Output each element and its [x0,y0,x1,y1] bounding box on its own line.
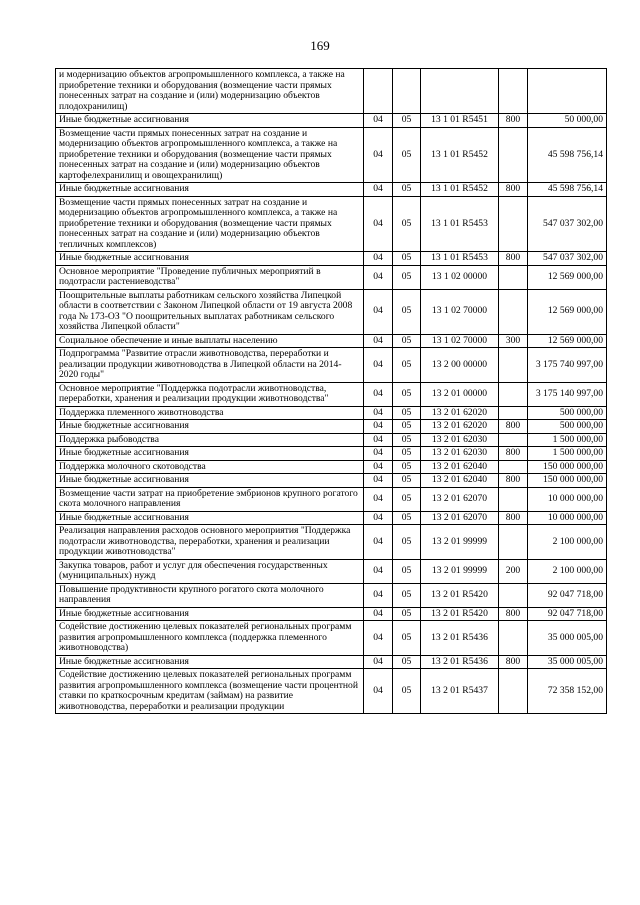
row-target-code: 13 2 01 99999 [421,559,499,583]
row-subsection: 05 [393,487,421,511]
row-target-code: 13 2 01 00000 [421,382,499,406]
row-section: 04 [364,196,393,252]
row-name: Иные бюджетные ассигнования [56,607,364,621]
table-row [56,621,607,656]
row-section: 04 [364,487,393,511]
table-row [56,669,607,714]
row-name: Основное мероприятие "Поддержка подотрасли животноводства, переработки, хранения и реализации продукции животноводства" [56,382,364,406]
page-number: 169 [310,38,330,53]
row-target-code: 13 2 01 62070 [421,487,499,511]
row-expense-type [499,265,528,289]
row-target-code: 13 1 01 R5451 [421,114,499,128]
row-amount: 12 569 000,00 [528,265,607,289]
row-expense-type: 800 [499,655,528,669]
row-amount: 150 000 000,00 [528,474,607,488]
table-row [56,252,607,266]
row-amount: 10 000 000,00 [528,511,607,525]
table-row [56,265,607,289]
row-expense-type [499,69,528,114]
row-expense-type: 800 [499,114,528,128]
row-section: 04 [364,583,393,607]
row-subsection [393,69,421,114]
row-subsection: 05 [393,525,421,560]
row-subsection: 05 [393,114,421,128]
row-target-code [421,69,499,114]
row-amount: 2 100 000,00 [528,559,607,583]
row-subsection: 05 [393,583,421,607]
row-expense-type: 800 [499,252,528,266]
table-row [56,183,607,197]
table-row [56,525,607,560]
row-subsection: 05 [393,474,421,488]
row-name: Иные бюджетные ассигнования [56,474,364,488]
row-target-code: 13 2 01 62040 [421,474,499,488]
row-name: Поддержка молочного скотоводства [56,460,364,474]
row-amount: 500 000,00 [528,406,607,420]
row-expense-type [499,382,528,406]
row-expense-type [499,669,528,714]
row-target-code: 13 2 01 62030 [421,433,499,447]
row-expense-type: 800 [499,420,528,434]
row-amount: 12 569 000,00 [528,289,607,334]
row-expense-type: 800 [499,474,528,488]
row-name: Иные бюджетные ассигнования [56,655,364,669]
row-expense-type [499,289,528,334]
table-row [56,114,607,128]
row-target-code: 13 1 01 R5452 [421,127,499,183]
row-expense-type: 800 [499,447,528,461]
row-amount: 3 175 740 997,00 [528,348,607,383]
table-row [56,334,607,348]
row-target-code: 13 2 01 62040 [421,460,499,474]
table-row [56,487,607,511]
row-expense-type [499,460,528,474]
row-amount: 12 569 000,00 [528,334,607,348]
row-expense-type [499,433,528,447]
row-subsection: 05 [393,621,421,656]
row-section: 04 [364,669,393,714]
row-name: Иные бюджетные ассигнования [56,420,364,434]
row-section: 04 [364,183,393,197]
row-name: Иные бюджетные ассигнования [56,252,364,266]
table-row [56,511,607,525]
budget-table [55,68,607,714]
row-section: 04 [364,559,393,583]
row-subsection: 05 [393,447,421,461]
row-target-code: 13 2 01 R5420 [421,607,499,621]
row-amount: 92 047 718,00 [528,583,607,607]
row-section: 04 [364,525,393,560]
row-target-code: 13 2 01 R5436 [421,621,499,656]
row-subsection: 05 [393,382,421,406]
row-section: 04 [364,511,393,525]
row-name: Возмещение части прямых понесенных затрат на создание и модернизацию объектов агропромышленного комплекса, а также на приобретение техники и оборудования (возмещение части прямых понесенных затрат на создание и (или) модернизацию объектов картофелехранилищ и овощехранилищ) [56,127,364,183]
row-subsection: 05 [393,420,421,434]
table-row [56,406,607,420]
row-amount: 2 100 000,00 [528,525,607,560]
row-amount [528,69,607,114]
row-name: Содействие достижению целевых показателей региональных программ развития агропромышленного комплекса (поддержка племенного животноводства) [56,621,364,656]
row-name: Подпрограмма "Развитие отрасли животноводства, переработки и реализации продукции животноводства в Липецкой области на 2014-2020 годы" [56,348,364,383]
row-amount: 547 037 302,00 [528,252,607,266]
row-name: Содействие достижению целевых показателей региональных программ развития агропромышленного комплекса (возмещение части процентной ставки по краткосрочным кредитам (займам) на развитие животноводства, переработки и реализации продукции [56,669,364,714]
row-target-code: 13 1 01 R5453 [421,196,499,252]
table-row [56,420,607,434]
row-target-code: 13 1 02 70000 [421,289,499,334]
row-target-code: 13 1 02 70000 [421,334,499,348]
row-amount: 547 037 302,00 [528,196,607,252]
budget-table-body [56,69,607,714]
table-row [56,382,607,406]
row-name: и модернизацию объектов агропромышленного комплекса, а также на приобретение техники и оборудования (возмещение части прямых понесенных затрат на создание и (или) модернизацию объектов плодохранилищ) [56,69,364,114]
row-subsection: 05 [393,607,421,621]
row-expense-type: 200 [499,559,528,583]
row-section: 04 [364,447,393,461]
row-subsection: 05 [393,655,421,669]
row-section: 04 [364,406,393,420]
row-name: Иные бюджетные ассигнования [56,447,364,461]
row-amount: 1 500 000,00 [528,433,607,447]
row-expense-type: 300 [499,334,528,348]
row-section: 04 [364,114,393,128]
row-name: Повышение продуктивности крупного рогатого скота молочного направления [56,583,364,607]
row-amount: 35 000 005,00 [528,621,607,656]
row-expense-type: 800 [499,607,528,621]
row-target-code: 13 1 01 R5453 [421,252,499,266]
row-expense-type [499,487,528,511]
row-subsection: 05 [393,348,421,383]
table-row [56,348,607,383]
row-subsection: 05 [393,669,421,714]
row-name: Поощрительные выплаты работникам сельского хозяйства Липецкой области в соответствии с Законом Липецкой области от 19 августа 2008 года № 173-ОЗ "О поощрительных выплатах работникам сельского хозяйства Липецкой области" [56,289,364,334]
row-name: Реализация направления расходов основного мероприятия "Поддержка подотрасли животноводства, переработки, хранения и реализации продукции животноводства" [56,525,364,560]
row-name: Закупка товаров, работ и услуг для обеспечения государственных (муниципальных) нужд [56,559,364,583]
row-amount: 150 000 000,00 [528,460,607,474]
row-section: 04 [364,621,393,656]
row-amount: 10 000 000,00 [528,487,607,511]
row-expense-type [499,348,528,383]
row-subsection: 05 [393,196,421,252]
table-row [56,447,607,461]
row-expense-type: 800 [499,183,528,197]
row-name: Иные бюджетные ассигнования [56,114,364,128]
row-target-code: 13 2 01 62070 [421,511,499,525]
row-amount: 72 358 152,00 [528,669,607,714]
row-name: Возмещение части прямых понесенных затрат на создание и модернизацию объектов агропромышленного комплекса, а также на приобретение техники и оборудования (возмещение части прямых понесенных затрат на создание и (или) модернизацию объектов тепличных комплексов) [56,196,364,252]
row-section: 04 [364,289,393,334]
row-section: 04 [364,420,393,434]
row-target-code: 13 1 02 00000 [421,265,499,289]
row-name: Основное мероприятие "Проведение публичных мероприятий в подотрасли растениеводства" [56,265,364,289]
row-section: 04 [364,433,393,447]
row-target-code: 13 2 01 62020 [421,406,499,420]
row-subsection: 05 [393,460,421,474]
row-amount: 45 598 756,14 [528,183,607,197]
table-row [56,433,607,447]
table-row [56,583,607,607]
row-name: Иные бюджетные ассигнования [56,183,364,197]
row-amount: 45 598 756,14 [528,127,607,183]
table-row [56,474,607,488]
row-expense-type [499,621,528,656]
row-name: Возмещение части затрат на приобретение эмбрионов крупного рогатого скота молочного направления [56,487,364,511]
row-target-code: 13 2 01 R5436 [421,655,499,669]
row-expense-type [499,525,528,560]
row-target-code: 13 2 01 99999 [421,525,499,560]
row-section: 04 [364,252,393,266]
row-section: 04 [364,334,393,348]
row-expense-type [499,406,528,420]
row-section: 04 [364,474,393,488]
row-section [364,69,393,114]
table-row [56,607,607,621]
row-subsection: 05 [393,289,421,334]
row-subsection: 05 [393,183,421,197]
row-target-code: 13 2 01 R5420 [421,583,499,607]
row-target-code: 13 2 01 62030 [421,447,499,461]
row-target-code: 13 2 01 62020 [421,420,499,434]
row-section: 04 [364,655,393,669]
row-amount: 1 500 000,00 [528,447,607,461]
row-name: Иные бюджетные ассигнования [56,511,364,525]
row-section: 04 [364,607,393,621]
table-row [56,127,607,183]
row-section: 04 [364,348,393,383]
row-name: Поддержка рыбоводства [56,433,364,447]
row-subsection: 05 [393,511,421,525]
row-amount: 500 000,00 [528,420,607,434]
row-target-code: 13 1 01 R5452 [421,183,499,197]
row-expense-type [499,127,528,183]
row-target-code: 13 2 00 00000 [421,348,499,383]
row-expense-type: 800 [499,511,528,525]
row-amount: 92 047 718,00 [528,607,607,621]
row-amount: 50 000,00 [528,114,607,128]
row-amount: 35 000 005,00 [528,655,607,669]
row-name: Социальное обеспечение и иные выплаты населению [56,334,364,348]
table-row [56,69,607,114]
table-row [56,289,607,334]
row-target-code: 13 2 01 R5437 [421,669,499,714]
row-subsection: 05 [393,252,421,266]
row-amount: 3 175 140 997,00 [528,382,607,406]
table-row [56,655,607,669]
table-row [56,559,607,583]
row-subsection: 05 [393,334,421,348]
row-section: 04 [364,265,393,289]
row-subsection: 05 [393,559,421,583]
row-section: 04 [364,382,393,406]
table-row [56,460,607,474]
row-subsection: 05 [393,433,421,447]
row-subsection: 05 [393,406,421,420]
row-expense-type [499,196,528,252]
row-section: 04 [364,460,393,474]
row-name: Поддержка племенного животноводства [56,406,364,420]
row-subsection: 05 [393,127,421,183]
table-row [56,196,607,252]
row-section: 04 [364,127,393,183]
row-expense-type [499,583,528,607]
row-subsection: 05 [393,265,421,289]
